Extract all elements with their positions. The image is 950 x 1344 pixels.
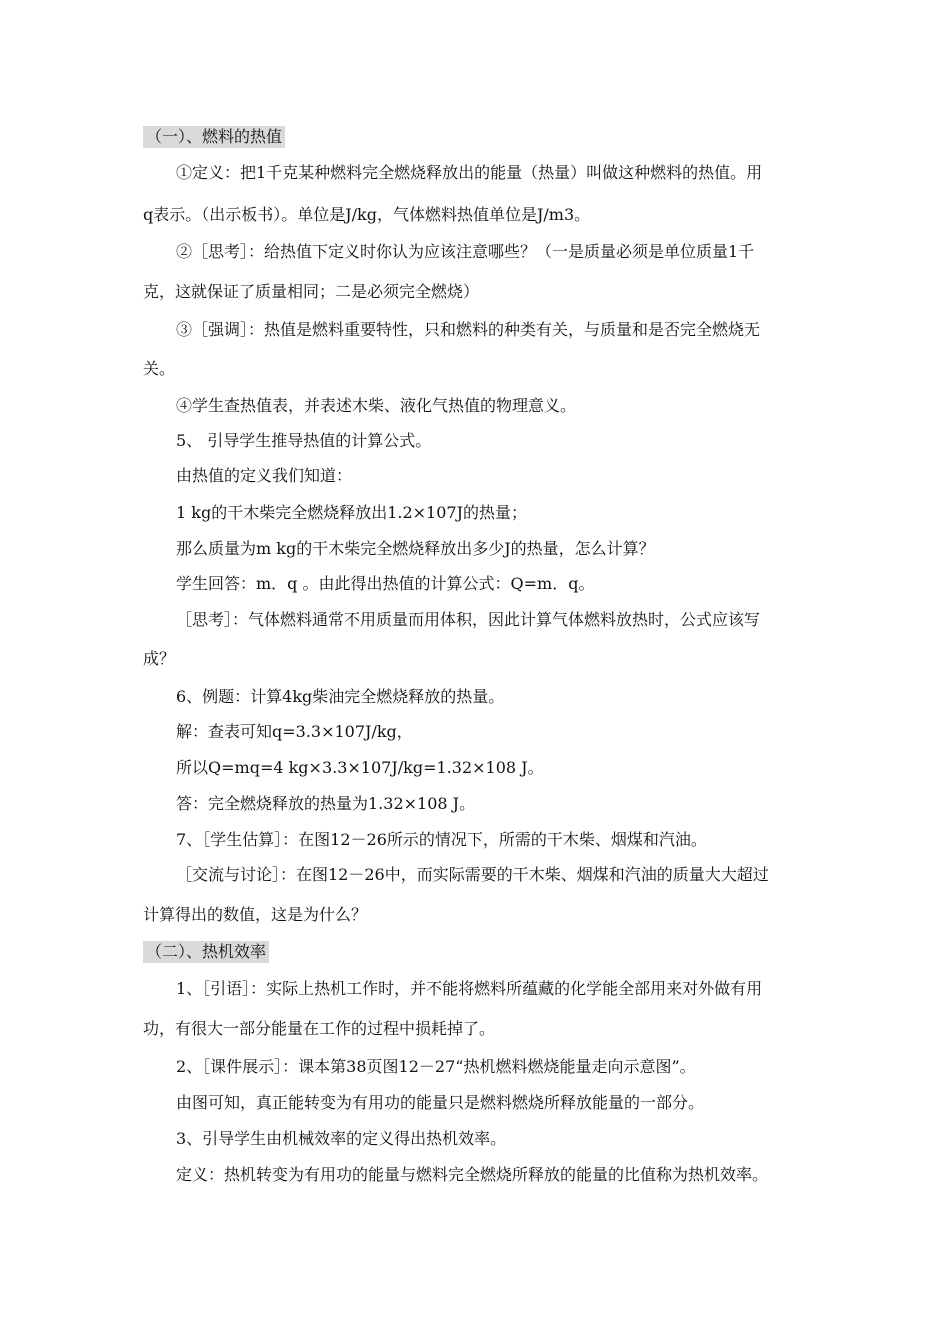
- section-heading-fuel-heat-value: （一）、燃料的热值: [143, 126, 285, 148]
- solution-line-2: 所以Q=mq=4 kg×3.3×107J/kg=1.32×108 J。: [176, 758, 544, 777]
- intro-line-2: 功，有很大一部分能量在工作的过程中损耗掉了。: [143, 1019, 496, 1038]
- definition-line-2: q表示。（出示板书）。单位是J/kg，气体燃料热值单位是J/m3。: [143, 205, 591, 224]
- dry-wood-line-1: 1 kg的干木柴完全燃烧释放出1.2×107J的热量；: [176, 503, 528, 522]
- think-line-1: ②［思考］：给热值下定义时你认为应该注意哪些？（一是质量必须是单位质量1千: [176, 242, 755, 261]
- section-heading-heat-engine-efficiency: （二）、热机效率: [143, 941, 269, 963]
- definition-line-1: ①定义：把1千克某种燃料完全燃烧释放出的能量（热量）叫做这种燃料的热值。用: [176, 163, 763, 182]
- step-3-line: 3、引导学生由机械效率的定义得出热机效率。: [176, 1129, 507, 1148]
- solution-line-1: 解：查表可知q=3.3×107J/kg，: [176, 722, 413, 741]
- step-5-line: 5、 引导学生推导热值的计算公式。: [176, 431, 432, 450]
- emphasis-line-2: 关。: [143, 359, 176, 378]
- student-answer-line: 学生回答：m．q 。由此得出热值的计算公式：Q=m．q。: [176, 574, 595, 593]
- known-from-definition-line: 由热值的定义我们知道：: [176, 466, 353, 485]
- emphasis-line-1: ③［强调］：热值是燃料重要特性，只和燃料的种类有关，与质量和是否完全燃烧无: [176, 320, 761, 339]
- gas-fuel-think-line-2: 成？: [143, 649, 176, 668]
- discussion-line-2: 计算得出的数值，这是为什么？: [143, 905, 368, 924]
- step-7-line: 7、［学生估算］：在图12－26所示的情况下，所需的干木柴、烟煤和汽油。: [176, 830, 707, 849]
- courseware-line: 2、［课件展示］：课本第38页图12－27“热机燃料燃烧能量走向示意图”。: [176, 1057, 696, 1076]
- heat-value-table-line: ④学生查热值表，并表述木柴、液化气热值的物理意义。: [176, 396, 577, 415]
- figure-conclusion-line: 由图可知，真正能转变为有用功的能量只是燃料燃烧所释放能量的一部分。: [176, 1093, 705, 1112]
- answer-line: 答：完全燃烧释放的热量为1.32×108 J。: [176, 794, 476, 813]
- efficiency-definition-line: 定义：热机转变为有用功的能量与燃料完全燃烧所释放的能量的比值称为热机效率。: [176, 1165, 769, 1184]
- think-line-2: 克，这就保证了质量相同；二是必须完全燃烧）: [143, 282, 480, 301]
- discussion-line-1: ［交流与讨论］：在图12－26中，而实际需要的干木柴、烟煤和汽油的质量大大超过: [176, 865, 769, 884]
- intro-line-1: 1、［引语］：实际上热机工作时，并不能将燃料所蕴藏的化学能全部用来对外做有用: [176, 979, 763, 998]
- example-line: 6、例题：计算4kg柴油完全燃烧释放的热量。: [176, 687, 505, 706]
- gas-fuel-think-line-1: ［思考］：气体燃料通常不用质量而用体积，因此计算气体燃料放热时，公式应该写: [176, 610, 761, 629]
- dry-wood-line-2: 那么质量为m kg的干木柴完全燃烧释放出多少J的热量，怎么计算？: [176, 539, 655, 558]
